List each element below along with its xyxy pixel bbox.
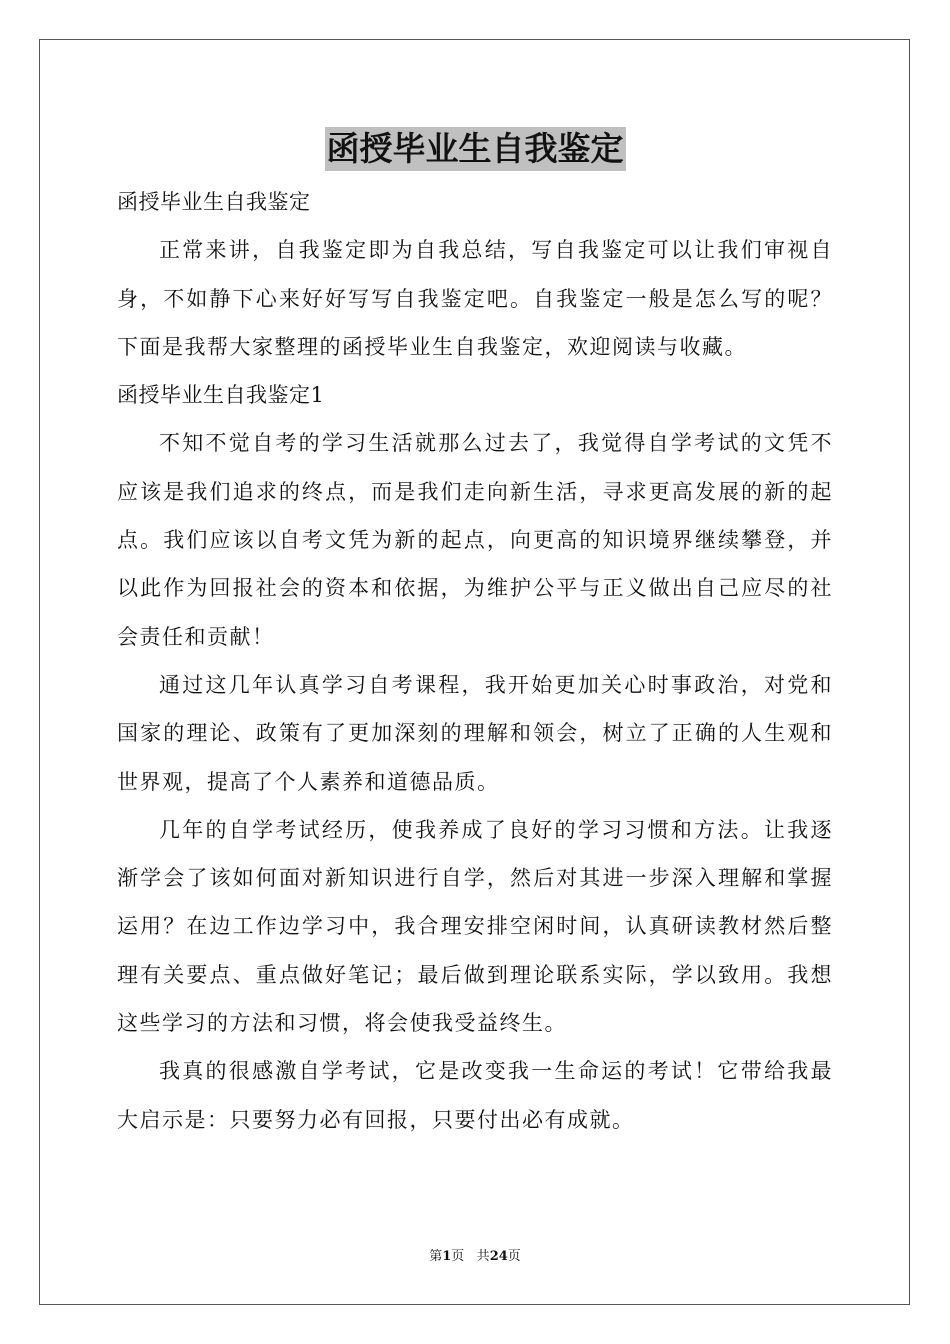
body-paragraph: 通过这几年认真学习自考课程，我开始更加关心时事政治，对党和国家的理论、政策有了更加深刻的理解和领会，树立了正确的人生观和世界观，提高了个人素养和道德品质。 [117, 672, 833, 794]
page-prefix: 第 [429, 1249, 443, 1264]
document-title: 函授毕业生自我鉴定 [325, 127, 626, 171]
total-prefix: 共 [476, 1249, 490, 1264]
body-paragraph: 不知不觉自考的学习生活就那么过去了，我觉得自学考试的文凭不应该是我们追求的终点，而是我们走向新生活，寻求更高发展的新的起点。我们应该以自考文凭为新的起点，向更高的知识境界继续攀登，并以此作为回报社会的资本和依据，为维护公平与正义做出自己应尽的社会责任和贡献！ [117, 431, 833, 649]
page-number: 1 [442, 1249, 452, 1264]
title-container [0, 127, 950, 171]
total-suffix: 页 [507, 1249, 521, 1264]
body-paragraph: 几年的自学考试经历，使我养成了良好的学习习惯和方法。让我逐渐学会了该如何面对新知识进行自学，然后对其进一步深入理解和掌握运用？在边工作边学习中，我合理安排空闲时间，认真研读教材然后整理有关要点、重点做好笔记；最后做到理论联系实际，学以致用。我想这些学习的方法和习惯，将会使我受益终生。 [117, 817, 833, 1036]
page-total: 24 [489, 1249, 508, 1264]
section-title: 函授毕业生自我鉴定1 [117, 383, 325, 408]
body-paragraph: 我真的很感激自学考试，它是改变我一生命运的考试！它带给我最大启示是：只要努力必有回报，只要付出必有成就。 [117, 1059, 833, 1132]
document-body [117, 178, 833, 1144]
heading-line: 函授毕业生自我鉴定 [117, 190, 311, 214]
page-suffix: 页 [451, 1249, 465, 1264]
intro-paragraph: 正常来讲，自我鉴定即为自我总结，写自我鉴定可以让我们审视自身，不如静下心来好好写写自我鉴定吧。自我鉴定一般是怎么写的呢？下面是我帮大家整理的函授毕业生自我鉴定，欢迎阅读与收藏。 [117, 238, 833, 359]
page-footer [0, 1248, 950, 1266]
